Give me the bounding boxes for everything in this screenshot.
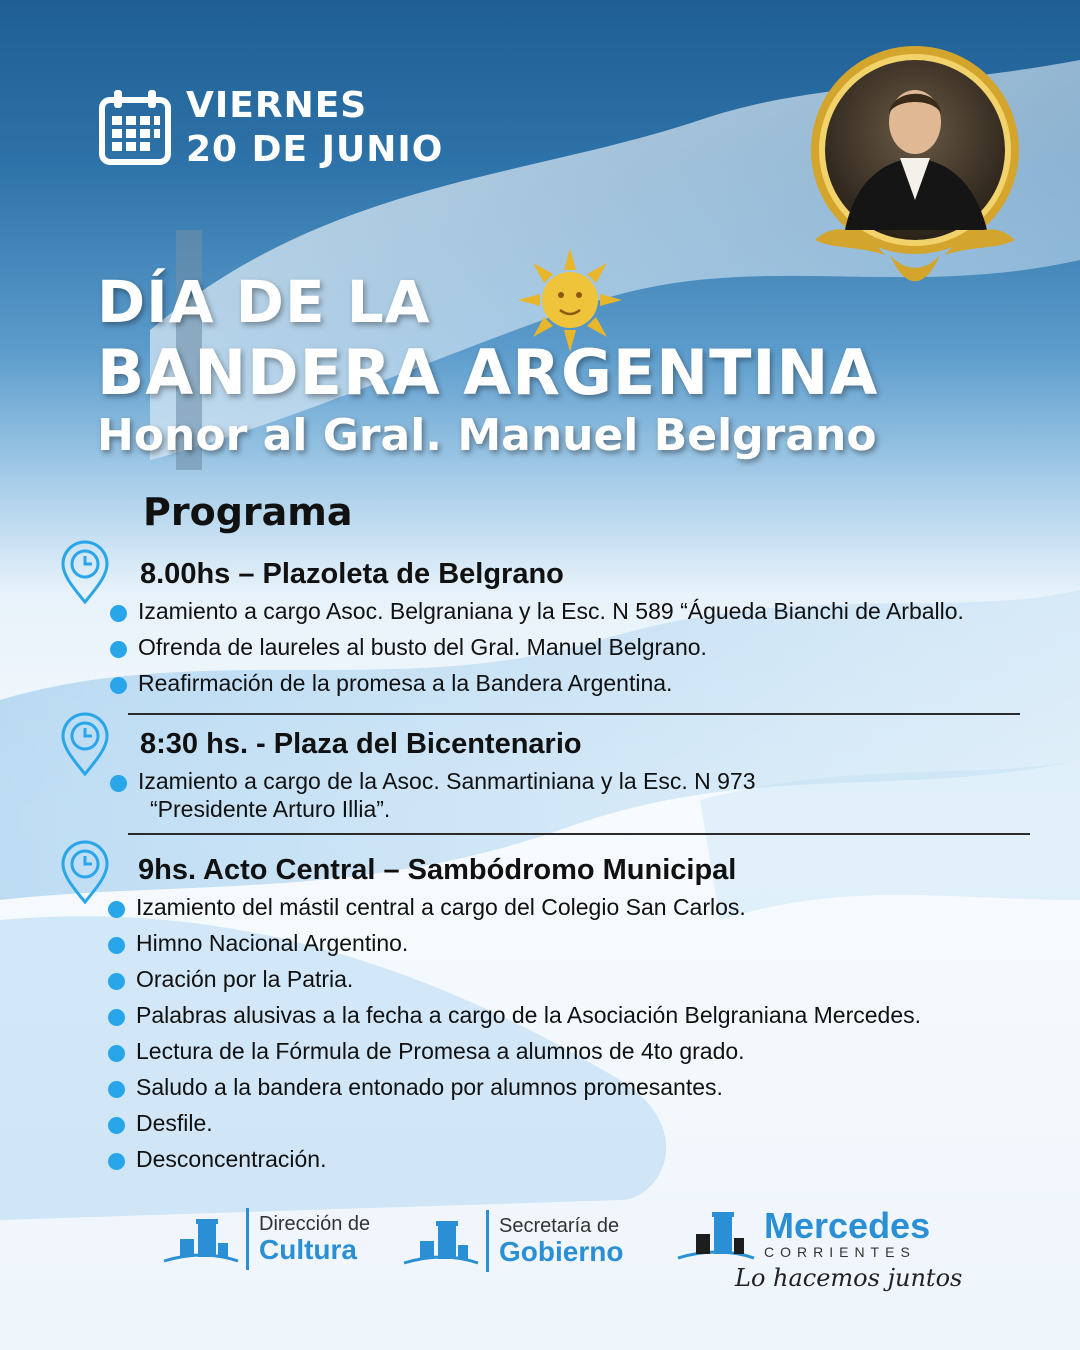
divider xyxy=(128,833,1030,835)
list-item: Palabras alusivas a la fecha a cargo de la Asociación Belgraniana Mercedes. xyxy=(108,1001,921,1030)
list-item: Desfile. xyxy=(108,1109,921,1138)
list-item: Izamiento a cargo de la Asoc. Sanmartiniana y la Esc. N 973 xyxy=(110,767,756,796)
mercedes-name: Mercedes xyxy=(764,1205,931,1246)
section-heading: 8:30 hs. - Plaza del Bicentenario xyxy=(140,728,582,760)
list-item: Desconcentración. xyxy=(108,1145,921,1174)
list-item: Izamiento del mástil central a cargo del Colegio San Carlos. xyxy=(108,893,921,922)
list-item: Saludo a la bandera entonado por alumnos promesantes. xyxy=(108,1073,921,1102)
clock-pin-icon xyxy=(60,540,110,604)
program-section-2 xyxy=(60,712,1050,832)
monument-logo-icon xyxy=(160,1209,240,1269)
list-item: Reafirmación de la promesa a la Bandera Argentina. xyxy=(110,669,964,698)
mercedes-province: CORRIENTES xyxy=(764,1244,916,1260)
list-item: Izamiento a cargo Asoc. Belgraniana y la Esc. N 589 “Águeda Bianchi de Arballo. xyxy=(110,597,964,626)
list-item: Himno Nacional Argentino. xyxy=(108,929,921,958)
subtitle: Honor al Gral. Manuel Belgrano xyxy=(97,410,877,461)
logo-2-big: Gobierno xyxy=(499,1236,624,1267)
title-line-1: DÍA DE LA xyxy=(97,268,431,336)
logo-direccion-cultura xyxy=(160,1208,370,1270)
logo-2-small: Secretaría de xyxy=(499,1215,620,1237)
clock-pin-icon xyxy=(60,840,110,904)
section-heading: 9hs. Acto Central – Sambódromo Municipal xyxy=(138,854,737,886)
list-item: Lectura de la Fórmula de Promesa a alumnos de 4to grado. xyxy=(108,1037,921,1066)
logo-1-big: Cultura xyxy=(259,1234,357,1265)
logo-mercedes xyxy=(676,1204,930,1264)
list-item-continuation: “Presidente Arturo Illia”. xyxy=(150,796,391,822)
date-weekday: VIERNES xyxy=(186,85,368,126)
monument-logo-icon xyxy=(400,1211,480,1271)
calendar-icon xyxy=(98,88,172,168)
title-line-2: BANDERA ARGENTINA xyxy=(97,336,879,409)
list-item: Ofrenda de laureles al busto del Gral. Manuel Belgrano. xyxy=(110,633,964,662)
section-heading: 8.00hs – Plazoleta de Belgrano xyxy=(140,558,564,590)
programa-heading: Programa xyxy=(143,490,353,534)
slogan: Lo hacemos juntos xyxy=(735,1264,963,1292)
monument-logo-icon xyxy=(676,1204,756,1264)
program-section-1 xyxy=(60,540,1050,700)
date-day-month: 20 DE JUNIO xyxy=(186,129,444,170)
logo-secretaria-gobierno xyxy=(400,1210,623,1272)
logo-1-small: Dirección de xyxy=(259,1213,371,1235)
belgrano-portrait xyxy=(795,40,1035,300)
date-block xyxy=(98,84,443,172)
clock-pin-icon xyxy=(60,712,110,776)
footer-logos xyxy=(0,1200,1080,1320)
program-section-3 xyxy=(60,840,1050,1180)
list-item: Oración por la Patria. xyxy=(108,965,921,994)
